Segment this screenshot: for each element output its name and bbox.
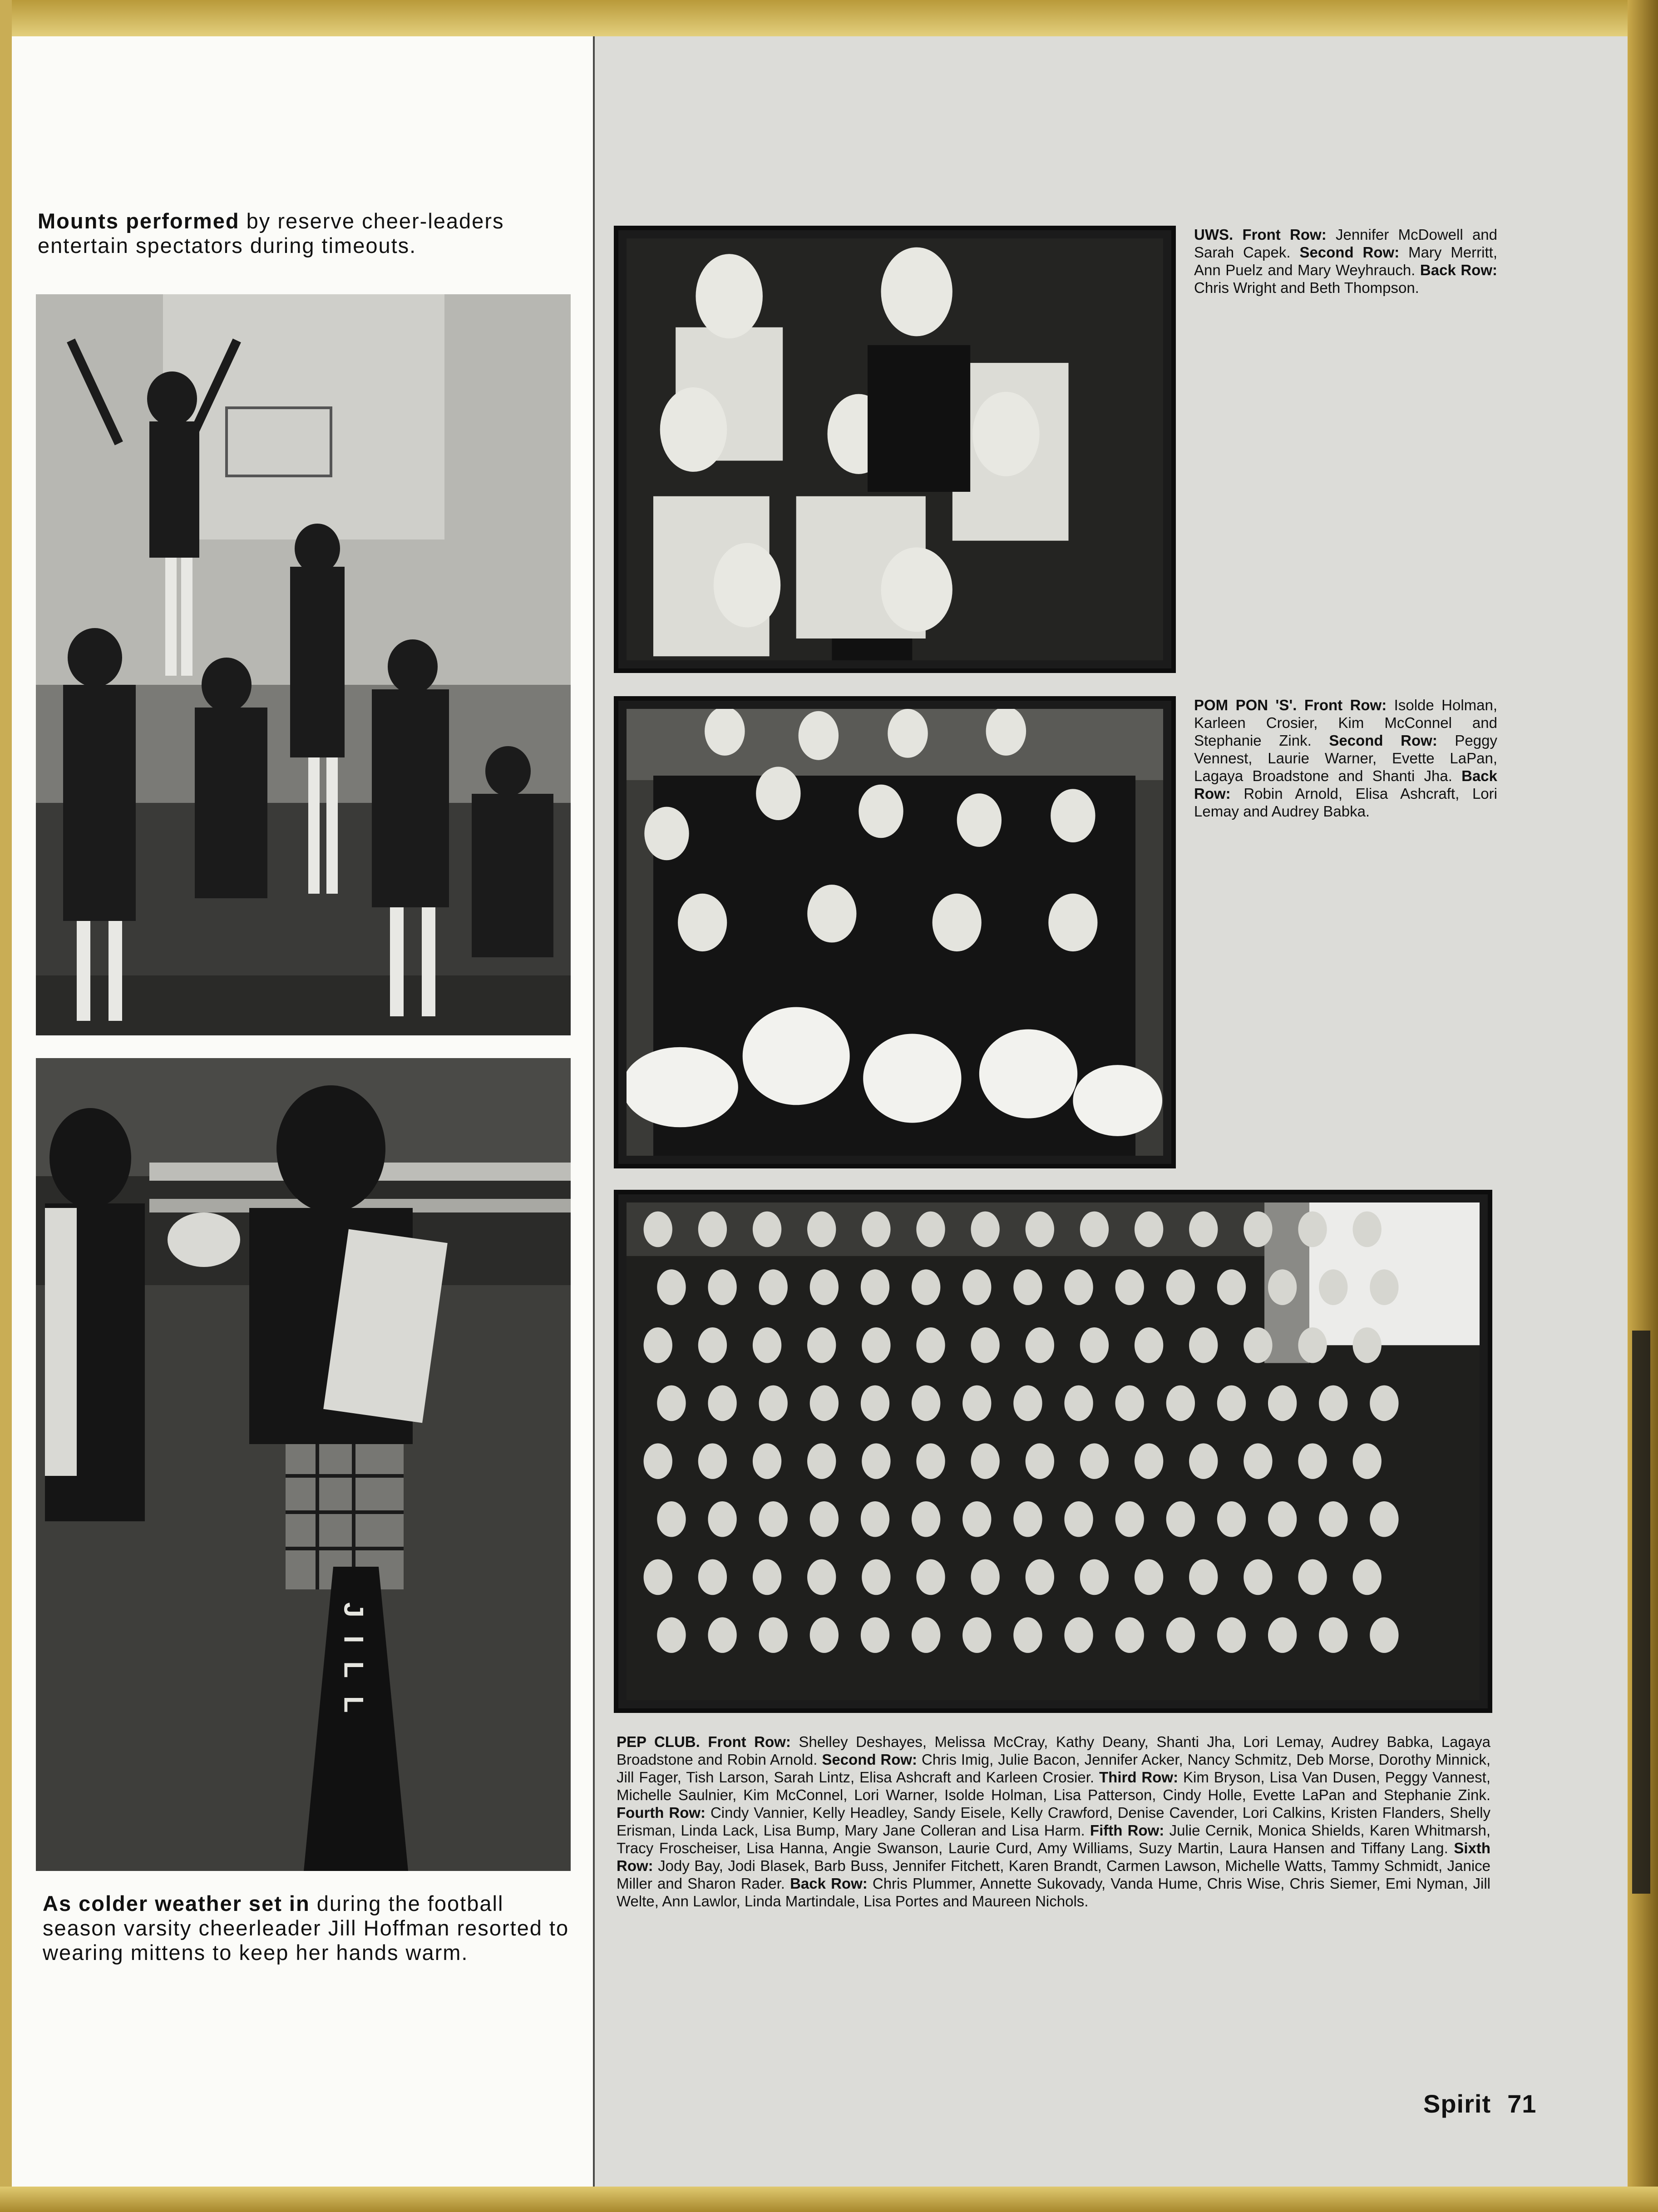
pep-club-face <box>807 1212 836 1247</box>
pep-club-photo-image <box>627 1202 1480 1700</box>
pep-club-face <box>1135 1559 1163 1595</box>
pep-club-face <box>1353 1559 1382 1595</box>
pep-club-face <box>753 1443 781 1479</box>
pep-club-face <box>810 1501 839 1537</box>
mounts-caption <box>38 209 572 258</box>
section-tab-mark <box>1632 1331 1650 1894</box>
pep-club-face <box>807 1559 836 1595</box>
pompon-photo <box>614 696 1176 1168</box>
pep-club-face <box>1026 1327 1054 1363</box>
pep-club-row-label: Sixth Row: <box>617 1840 1491 1874</box>
pep-club-row-names: Shelley Deshayes, Melissa McCray, Kathy Deany, Shanti Jha, Lori Lemay, Audrey Babka, Lagaya Broadstone and Robin Arnold. <box>617 1733 1491 1768</box>
pep-club-face <box>862 1559 890 1595</box>
pep-club-row-names: Chris Plummer, Annette Sukovady, Vanda Hume, Chris Wise, Chris Siemer, Emi Nyman, Jill Welte, Ann Lawlor, Linda Martindale, Lisa Portes and Maureen Nichols. <box>617 1875 1490 1910</box>
pep-club-face <box>862 1327 890 1363</box>
pep-club-face <box>1217 1269 1246 1305</box>
pep-club-face <box>753 1559 781 1595</box>
pep-club-face <box>1189 1327 1218 1363</box>
pep-club-face <box>1013 1386 1042 1421</box>
pep-club-face <box>708 1386 736 1421</box>
pep-club-face <box>1166 1501 1195 1537</box>
pep-club-face <box>912 1617 940 1653</box>
pep-club-face <box>807 1327 836 1363</box>
pep-club-face <box>916 1443 945 1479</box>
pep-club-row-label: Fourth Row: <box>617 1804 706 1821</box>
uws-row-names: Jennifer McDowell and Sarah Capek. <box>1194 226 1498 261</box>
pep-club-face <box>962 1617 991 1653</box>
pompon-caption <box>1194 696 1497 820</box>
pep-club-row-label: Third Row: <box>1099 1769 1179 1786</box>
pep-club-face <box>1080 1559 1109 1595</box>
pep-club-face <box>971 1443 999 1479</box>
pep-club-face <box>861 1269 889 1305</box>
pep-club-face <box>971 1559 999 1595</box>
pep-club-photo <box>614 1190 1492 1713</box>
pep-club-face <box>1244 1443 1272 1479</box>
pep-club-face <box>862 1212 890 1247</box>
pep-club-face <box>1268 1617 1297 1653</box>
pep-club-face <box>1244 1212 1272 1247</box>
pep-club-face <box>1370 1269 1398 1305</box>
pep-club-face <box>753 1327 781 1363</box>
pep-club-title: PEP CLUB. <box>617 1733 700 1750</box>
pep-club-face <box>1115 1269 1144 1305</box>
pep-club-face <box>657 1617 686 1653</box>
pep-club-face <box>698 1327 727 1363</box>
pompon-row-names: Isolde Holman, Karleen Crosier, Kim McConnel and Stephanie Zink. <box>1194 697 1498 749</box>
pep-club-face <box>698 1443 727 1479</box>
pep-club-face <box>1319 1501 1347 1537</box>
pep-club-face <box>1370 1386 1398 1421</box>
pep-club-face <box>1064 1386 1093 1421</box>
uws-row-names: Chris Wright and Beth Thompson. <box>1194 279 1419 296</box>
pep-club-face <box>1135 1443 1163 1479</box>
pep-club-face <box>1268 1501 1297 1537</box>
jill-hoffman-photo <box>36 1058 571 1871</box>
pep-club-face <box>810 1386 839 1421</box>
pep-club-face <box>971 1327 999 1363</box>
pep-club-face <box>1217 1501 1246 1537</box>
pep-club-face <box>916 1327 945 1363</box>
pep-club-face <box>1080 1327 1109 1363</box>
pep-club-face <box>1298 1443 1327 1479</box>
pompon-title: POM PON 'S'. <box>1194 697 1297 713</box>
pompon-row-label: Back Row: <box>1194 767 1498 802</box>
pompon-row-label: Front Row: <box>1304 697 1387 713</box>
pep-club-face <box>971 1212 999 1247</box>
pep-club-face <box>962 1386 991 1421</box>
pompon-row-label: Second Row: <box>1329 732 1437 749</box>
uws-photo <box>614 226 1176 673</box>
pep-club-face <box>1064 1617 1093 1653</box>
pep-club-face <box>1217 1617 1246 1653</box>
pep-club-face <box>644 1443 672 1479</box>
pep-club-face <box>1244 1327 1272 1363</box>
uws-row-names: Mary Merritt, Ann Puelz and Mary Weyhrauch. <box>1194 244 1497 278</box>
uws-photo-image <box>627 238 1163 660</box>
pep-club-face <box>912 1269 940 1305</box>
pep-club-face <box>753 1212 781 1247</box>
mounts-caption-text: by reserve cheer-leaders entertain spectators during timeouts. <box>38 209 504 257</box>
pep-club-face <box>708 1501 736 1537</box>
pep-club-face <box>1353 1443 1382 1479</box>
pep-club-row-names: Julie Cernik, Monica Shields, Karen Whitmarsh, Tracy Froscheiser, Lisa Hanna, Angie Swanson, Laurie Curd, Amy Williams, Suzy Martin, Laura Hansen and Tiffany Lang. <box>617 1822 1491 1856</box>
pep-club-face <box>912 1386 940 1421</box>
pep-club-face <box>657 1386 686 1421</box>
megaphone-letters: JILL <box>338 1602 369 1731</box>
pep-club-face <box>698 1212 727 1247</box>
pep-club-face <box>1268 1386 1297 1421</box>
uws-title: UWS. <box>1194 226 1234 243</box>
pep-club-row-names: Cindy Vannier, Kelly Headley, Sandy Eisele, Kelly Crawford, Denise Cavender, Lori Calkins, Kristen Flanders, Shelly Erisman, Linda Lack, Lisa Bump, Mary Jane Colleran and Lisa Harm. <box>617 1804 1490 1839</box>
pep-club-face <box>810 1269 839 1305</box>
mounts-caption-lead: Mounts performed <box>38 209 240 233</box>
pep-club-face <box>1080 1212 1109 1247</box>
pep-club-face <box>708 1617 736 1653</box>
pep-club-face <box>1353 1212 1382 1247</box>
pep-club-face <box>1298 1212 1327 1247</box>
pep-club-face <box>708 1269 736 1305</box>
pep-club-face <box>807 1443 836 1479</box>
pep-club-face <box>657 1269 686 1305</box>
pep-club-face <box>1166 1269 1195 1305</box>
pep-club-face <box>861 1386 889 1421</box>
pep-club-row-names: Chris Imig, Julie Bacon, Jennifer Acker, Nancy Schmitz, Deb Morse, Dorothy Minnick, Jill Fager, Tish Larson, Sarah Lintz, Elisa Ashcraft and Karleen Crosier. <box>617 1751 1491 1786</box>
uws-row-label: Back Row: <box>1420 262 1497 278</box>
pep-club-face <box>759 1269 788 1305</box>
pep-club-face <box>1244 1559 1272 1595</box>
pep-club-row-label: Second Row: <box>822 1751 918 1768</box>
pep-club-caption <box>617 1733 1490 1910</box>
pep-club-face <box>916 1559 945 1595</box>
pep-club-face <box>1013 1269 1042 1305</box>
pep-club-face <box>1166 1617 1195 1653</box>
pep-club-row-label: Front Row: <box>708 1733 791 1750</box>
colder-caption-text: during the football season varsity cheerleader Jill Hoffman resorted to wearing mittens to keep her hands warm. <box>43 1891 569 1965</box>
pep-club-face <box>1370 1617 1398 1653</box>
colder-weather-caption <box>43 1891 575 1965</box>
pep-club-face <box>1026 1559 1054 1595</box>
pep-club-face <box>1080 1443 1109 1479</box>
folio-section: Spirit <box>1423 2089 1491 2118</box>
pep-club-face <box>1013 1501 1042 1537</box>
pep-club-face <box>962 1501 991 1537</box>
pep-club-face <box>1115 1386 1144 1421</box>
uws-row-label: Second Row: <box>1299 244 1400 261</box>
pep-club-face <box>1319 1269 1347 1305</box>
pep-club-face <box>1268 1269 1297 1305</box>
page-edge-left <box>0 0 12 2212</box>
pep-club-row-label: Fifth Row: <box>1090 1822 1165 1839</box>
pep-club-face <box>644 1327 672 1363</box>
pep-club-face <box>698 1559 727 1595</box>
page-edge-bottom <box>0 2187 1658 2212</box>
pep-club-face <box>759 1386 788 1421</box>
pep-club-face <box>962 1269 991 1305</box>
pep-club-face <box>1189 1443 1218 1479</box>
pep-club-face <box>861 1501 889 1537</box>
pep-club-face <box>759 1501 788 1537</box>
pep-club-face <box>1319 1617 1347 1653</box>
pep-club-face <box>759 1617 788 1653</box>
pep-club-face <box>1064 1501 1093 1537</box>
pep-club-face <box>861 1617 889 1653</box>
colder-caption-lead: As colder weather set in <box>43 1891 310 1915</box>
pep-club-face <box>644 1212 672 1247</box>
pompon-row-names: Robin Arnold, Elisa Ashcraft, Lori Lemay and Audrey Babka. <box>1194 785 1497 820</box>
pep-club-row-label: Back Row: <box>790 1875 868 1892</box>
pep-club-face <box>1298 1327 1327 1363</box>
pep-club-face <box>1115 1617 1144 1653</box>
folio-page-number: 71 <box>1507 2089 1537 2118</box>
pep-club-face <box>1064 1269 1093 1305</box>
pep-club-face <box>1026 1443 1054 1479</box>
uws-row-label: Front Row: <box>1242 226 1327 243</box>
pompon-row-names: Peggy Vennest, Laurie Warner, Evette LaPan, Lagaya Broadstone and Shanti Jha. <box>1194 732 1497 784</box>
pep-club-row-names: Jody Bay, Jodi Blasek, Barb Buss, Jennifer Fitchett, Karen Brandt, Carmen Lawson, Michelle Watts, Tammy Schmidt, Janice Miller and Sharon Rader. <box>617 1857 1491 1892</box>
left-column <box>12 36 593 2187</box>
pep-club-face <box>644 1559 672 1595</box>
pep-club-row-names: Kim Bryson, Lisa Van Dusen, Peggy Vannest, Michelle Saulnier, Kim McConnel, Lori Warner, Isolde Holman, Lisa Patterson, Cindy Holle, Evette LaPan and Stephanie Zink. <box>617 1769 1490 1803</box>
pep-club-face <box>1135 1212 1163 1247</box>
pep-club-face <box>1135 1327 1163 1363</box>
pep-club-face <box>1189 1212 1218 1247</box>
pep-club-face <box>1013 1617 1042 1653</box>
pep-club-face <box>1189 1559 1218 1595</box>
pompon-photo-image <box>627 709 1163 1156</box>
pep-club-face <box>1370 1501 1398 1537</box>
page-folio <box>1423 2089 1536 2118</box>
mounts-photo <box>36 294 571 1035</box>
pep-club-face <box>1298 1559 1327 1595</box>
pep-club-face <box>1319 1386 1347 1421</box>
pep-club-face <box>912 1501 940 1537</box>
pep-club-face <box>916 1212 945 1247</box>
pep-club-face <box>1115 1501 1144 1537</box>
pep-club-face <box>657 1501 686 1537</box>
pep-club-face <box>1026 1212 1054 1247</box>
pep-club-face <box>810 1617 839 1653</box>
pep-club-face <box>1353 1327 1382 1363</box>
uws-caption <box>1194 226 1497 297</box>
pep-club-face <box>862 1443 890 1479</box>
page-edge-top <box>0 0 1658 36</box>
pep-club-face <box>1217 1386 1246 1421</box>
pep-club-face <box>1166 1386 1195 1421</box>
